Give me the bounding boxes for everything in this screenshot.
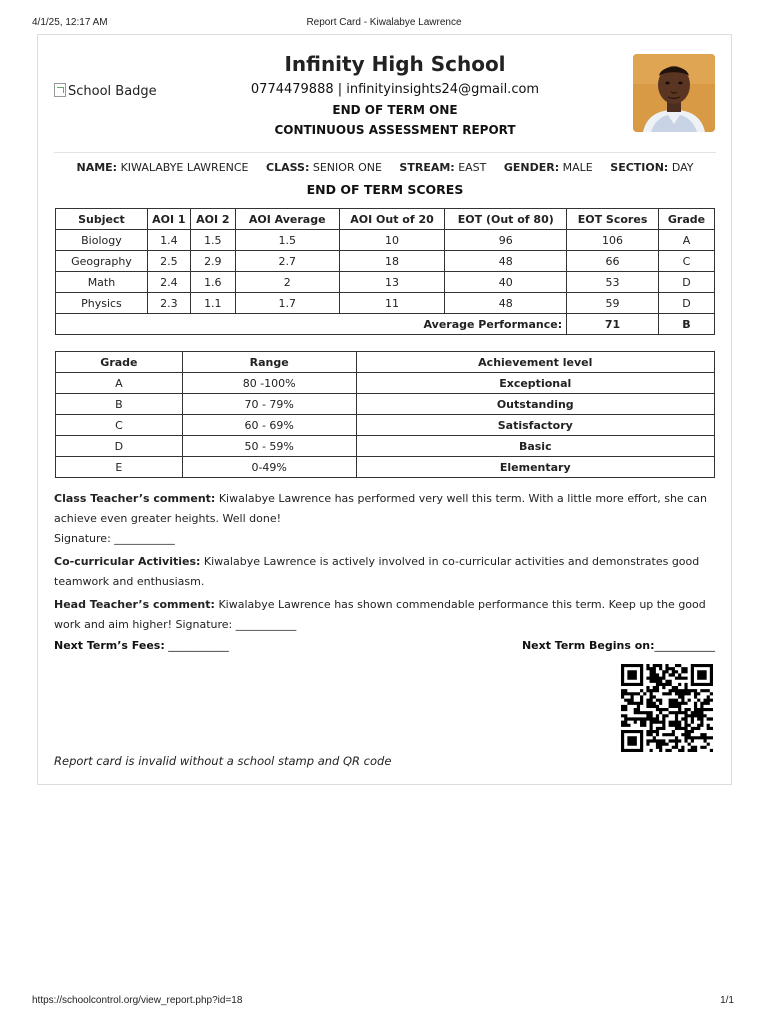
student-class: SENIOR ONE [312, 161, 382, 174]
table-cell: 1.7 [235, 293, 339, 314]
table-row [56, 373, 715, 394]
student-photo [633, 54, 715, 132]
column-header: EOT Scores [567, 209, 659, 230]
range-cell: 60 - 69% [182, 415, 356, 436]
cocurricular-comment [54, 552, 718, 592]
table-cell: 1.5 [235, 230, 339, 251]
table-cell: 13 [339, 272, 445, 293]
table-row [56, 415, 715, 436]
student-class-label: CLASS: [266, 161, 310, 174]
student-info [54, 160, 716, 176]
fees-label: Next Term’s Fees: [54, 639, 165, 652]
average-score: 71 [567, 314, 659, 335]
table-cell: 2.3 [147, 293, 190, 314]
range-cell: 80 -100% [182, 373, 356, 394]
table-row [56, 394, 715, 415]
column-header: AOI Out of 20 [339, 209, 445, 230]
school-badge-alt-text: School Badge [68, 84, 157, 99]
print-url: https://schoolcontrol.org/view_report.php?id=18 [32, 995, 243, 1006]
student-gender-label: GENDER: [503, 161, 560, 174]
qr-code-icon [621, 664, 713, 752]
validity-note: Report card is invalid without a school stamp and QR code [54, 754, 392, 768]
class-teacher-signature: Signature: ___________ [54, 532, 175, 545]
student-stream: EAST [458, 161, 487, 174]
average-label: Average Performance: [56, 314, 567, 335]
column-header: Grade [56, 352, 183, 373]
next-term-begins [522, 637, 715, 655]
column-header: EOT (Out of 80) [445, 209, 567, 230]
column-header: AOI 1 [147, 209, 190, 230]
school-name: Infinity High School [284, 52, 506, 76]
table-cell: Biology [56, 230, 148, 251]
table-row [56, 436, 715, 457]
header-divider [54, 152, 716, 153]
table-cell: Physics [56, 293, 148, 314]
grading-table [55, 351, 715, 478]
column-header: AOI 2 [190, 209, 235, 230]
class-teacher-label: Class Teacher’s comment: [54, 492, 216, 505]
head-teacher-comment [54, 595, 718, 635]
print-footer [32, 995, 736, 1009]
term-title: END OF TERM ONE [332, 103, 458, 117]
table-cell: 2.4 [147, 272, 190, 293]
scores-table [55, 208, 715, 335]
table-cell: D [658, 293, 714, 314]
grading-header-row [56, 352, 715, 373]
column-header: Achievement level [356, 352, 714, 373]
grade-cell: D [56, 436, 183, 457]
scores-title: END OF TERM SCORES [306, 182, 464, 197]
table-cell: Math [56, 272, 148, 293]
table-row [56, 457, 715, 478]
student-name-field [77, 161, 249, 174]
table-cell: 1.6 [190, 272, 235, 293]
broken-image-icon [54, 83, 66, 97]
table-cell: 59 [567, 293, 659, 314]
table-cell: 106 [567, 230, 659, 251]
grade-cell: B [56, 394, 183, 415]
table-cell: 53 [567, 272, 659, 293]
next-term-fees [54, 637, 229, 655]
school-badge-image [54, 84, 157, 99]
table-cell: D [658, 272, 714, 293]
fees-value: ___________ [168, 639, 229, 652]
student-stream-field [399, 161, 486, 174]
range-cell: 70 - 79% [182, 394, 356, 415]
column-header: Range [182, 352, 356, 373]
table-cell: 2 [235, 272, 339, 293]
table-cell: Geography [56, 251, 148, 272]
student-stream-label: STREAM: [399, 161, 455, 174]
table-cell: 48 [445, 293, 567, 314]
range-cell: 50 - 59% [182, 436, 356, 457]
print-header [32, 17, 736, 31]
cocurricular-text: Kiwalabye Lawrence is actively involved in co-curricular activities and demonstrates good teamwork and enthusiasm. [54, 555, 700, 588]
table-cell: 1.1 [190, 293, 235, 314]
table-cell: 2.9 [190, 251, 235, 272]
student-section-field [610, 161, 693, 174]
begins-value: ___________ [654, 639, 715, 652]
achievement-cell: Elementary [356, 457, 714, 478]
class-teacher-text: Kiwalabye Lawrence has performed very well this term. With a little more effort, she can achieve even greater heights. Well done! [54, 492, 707, 525]
column-header: Subject [56, 209, 148, 230]
range-cell: 0-49% [182, 457, 356, 478]
table-cell: 2.5 [147, 251, 190, 272]
table-cell: 48 [445, 251, 567, 272]
class-teacher-comment [54, 489, 718, 529]
table-cell: 96 [445, 230, 567, 251]
student-name-label: NAME: [76, 161, 118, 174]
report-title: CONTINUOUS ASSESSMENT REPORT [274, 123, 516, 137]
achievement-cell: Basic [356, 436, 714, 457]
school-header [200, 50, 590, 140]
table-row [56, 230, 715, 251]
table-cell: 1.5 [190, 230, 235, 251]
print-datetime: 4/1/25, 12:17 AM [32, 17, 108, 28]
school-contact: 0774479888 | infinityinsights24@gmail.com [250, 82, 540, 97]
table-cell: 18 [339, 251, 445, 272]
student-section-label: SECTION: [610, 161, 669, 174]
achievement-cell: Outstanding [356, 394, 714, 415]
begins-label: Next Term Begins on: [521, 639, 655, 652]
table-row [56, 272, 715, 293]
comments-section [54, 489, 718, 635]
head-teacher-text: Kiwalabye Lawrence has shown commendable performance this term. Keep up the good work and aim higher! Signature: ___________ [54, 598, 706, 631]
column-header: Grade [658, 209, 714, 230]
table-row [56, 251, 715, 272]
table-cell: 11 [339, 293, 445, 314]
print-page-title: Report Card - Kiwalabye Lawrence [306, 17, 462, 28]
average-row [56, 314, 715, 335]
table-cell: 40 [445, 272, 567, 293]
table-cell: 2.7 [235, 251, 339, 272]
table-cell: 1.4 [147, 230, 190, 251]
achievement-cell: Satisfactory [356, 415, 714, 436]
column-header: AOI Average [235, 209, 339, 230]
table-cell: A [658, 230, 714, 251]
grade-cell: A [56, 373, 183, 394]
student-gender: MALE [562, 161, 593, 174]
cocurricular-label: Co-curricular Activities: [54, 555, 201, 568]
table-row [56, 293, 715, 314]
table-cell: 10 [339, 230, 445, 251]
student-section: DAY [671, 161, 694, 174]
head-teacher-label: Head Teacher’s comment: [54, 598, 215, 611]
average-grade: B [658, 314, 714, 335]
student-gender-field [504, 161, 593, 174]
scores-header-row [56, 209, 715, 230]
table-cell: C [658, 251, 714, 272]
student-name: KIWALABYE LAWRENCE [120, 161, 249, 174]
table-cell: 66 [567, 251, 659, 272]
grade-cell: C [56, 415, 183, 436]
student-class-field [266, 161, 382, 174]
page-count: 1/1 [720, 995, 734, 1006]
achievement-cell: Exceptional [356, 373, 714, 394]
grade-cell: E [56, 457, 183, 478]
